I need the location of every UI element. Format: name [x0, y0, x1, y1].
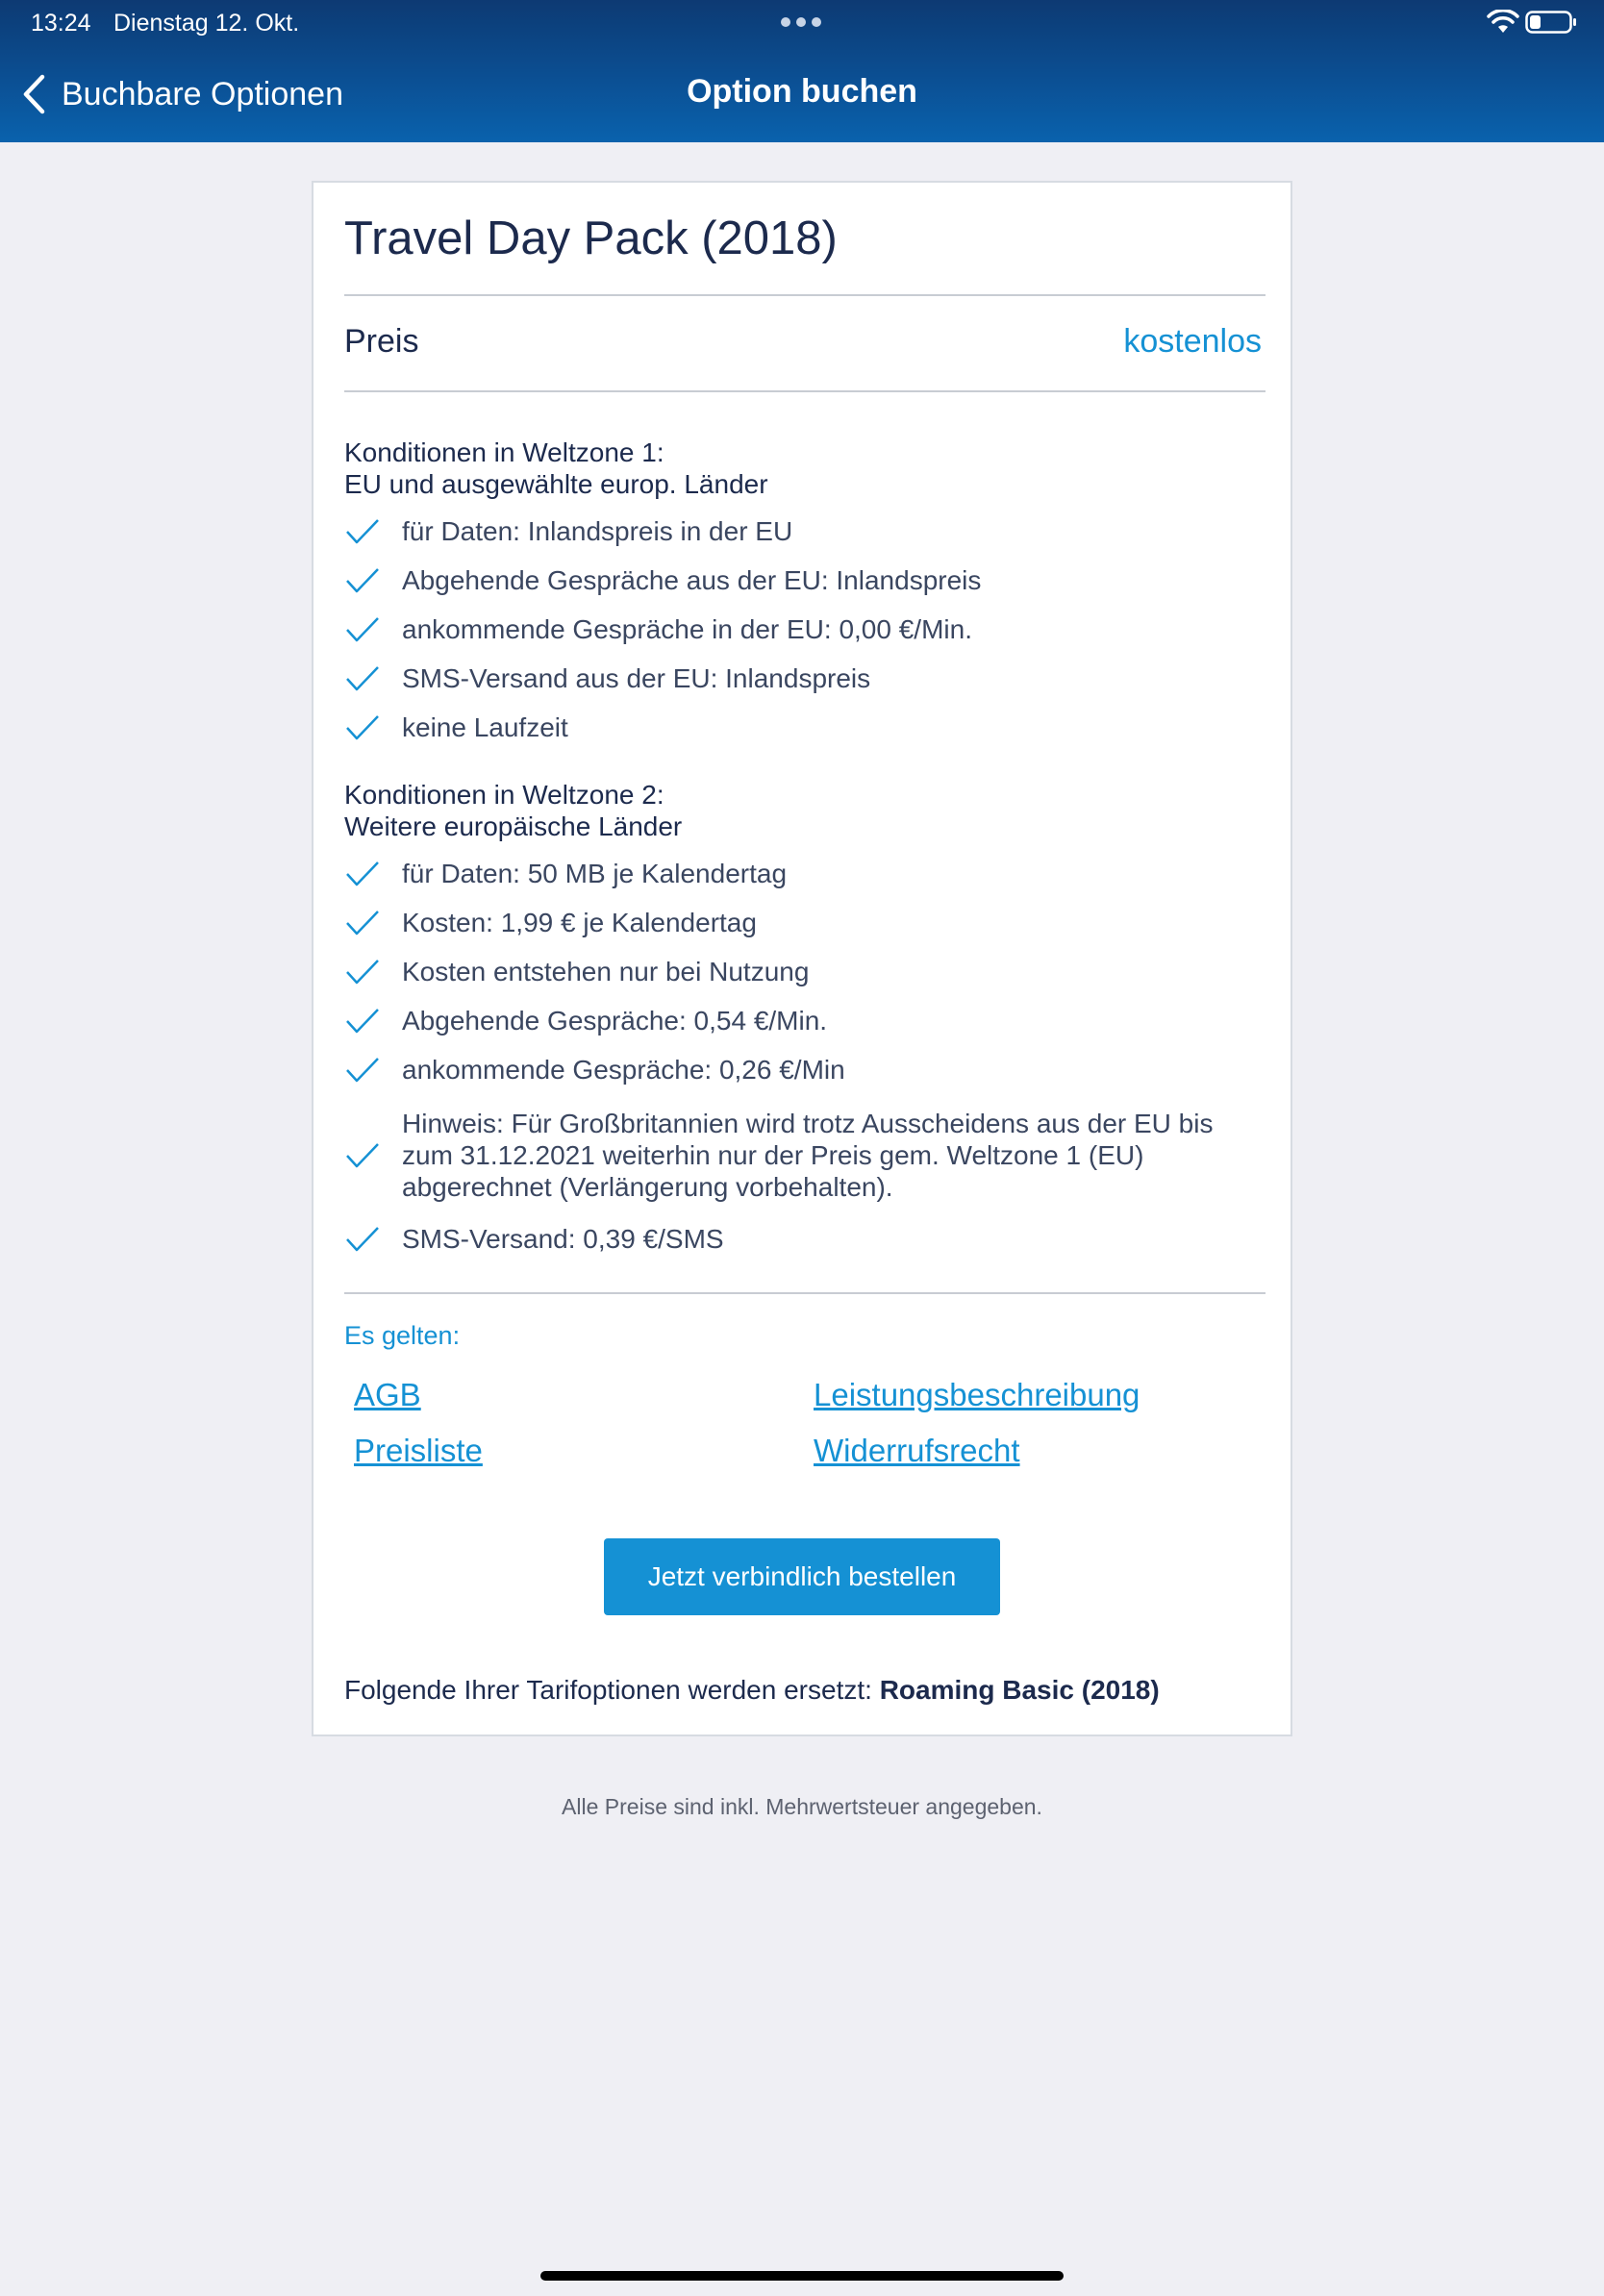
feature-text: keine Laufzeit	[402, 712, 568, 742]
divider	[344, 390, 1266, 392]
checkmark-icon	[344, 664, 381, 693]
vat-note: Alle Preise sind inkl. Mehrwertsteuer angegeben.	[562, 1794, 1042, 1819]
multitasking-dots-icon[interactable]	[781, 17, 821, 27]
price-label: Preis	[344, 323, 419, 360]
checkmark-icon	[344, 566, 381, 595]
feature-text: ankommende Gespräche: 0,26 €/Min	[402, 1055, 845, 1085]
price-value: kostenlos	[1123, 323, 1262, 360]
battery-icon	[1525, 10, 1577, 35]
home-indicator[interactable]	[540, 2271, 1064, 2281]
list-item	[344, 858, 1258, 889]
zone1-heading: Konditionen in Weltzone 1: EU und ausgewählte europ. Länder	[344, 437, 768, 499]
feature-text: ankommende Gespräche in der EU: 0,00 €/Min.	[402, 614, 972, 644]
widerrufsrecht-link[interactable]: Widerrufsrecht	[814, 1433, 1020, 1468]
checkmark-icon	[344, 517, 381, 546]
checkmark-icon	[344, 909, 381, 937]
checkmark-icon	[344, 1007, 381, 1036]
feature-text: für Daten: 50 MB je Kalendertag	[402, 859, 788, 888]
feature-text: SMS-Versand aus der EU: Inlandspreis	[402, 663, 871, 693]
list-item	[344, 1223, 1258, 1255]
feature-text: Abgehende Gespräche aus der EU: Inlandspreis	[402, 565, 982, 595]
checkmark-icon	[344, 615, 381, 644]
page-title: Option buchen	[687, 73, 917, 110]
preisliste-link[interactable]: Preisliste	[354, 1433, 483, 1468]
feature-text: Hinweis: Für Großbritannien wird trotz Ausscheidens aus der EU bis zum 31.12.2021 weiterhin nur der Preis gem. Weltzone 1 (EU) abgerechnet (Verlängerung vorbehalten).	[402, 1109, 1214, 1202]
checkmark-icon	[344, 1056, 381, 1085]
zone2-heading: Konditionen in Weltzone 2: Weitere europäische Länder	[344, 780, 683, 841]
replace-note: Folgende Ihrer Tarifoptionen werden ersetzt: Roaming Basic (2018)	[344, 1675, 1160, 1705]
app-header	[0, 0, 1604, 142]
list-item	[344, 711, 1258, 743]
terms-label: Es gelten:	[344, 1321, 461, 1350]
status-time: 13:24	[31, 10, 91, 37]
option-card	[312, 181, 1292, 1736]
replaced-option-name: Roaming Basic (2018)	[879, 1675, 1160, 1705]
divider	[344, 1292, 1266, 1294]
status-date: Dienstag 12. Okt.	[113, 10, 300, 37]
wifi-icon	[1487, 10, 1519, 35]
feature-text: Abgehende Gespräche: 0,54 €/Min.	[402, 1006, 828, 1036]
order-button[interactable]: Jetzt verbindlich bestellen	[604, 1538, 1000, 1615]
feature-text: für Daten: Inlandspreis in der EU	[402, 516, 793, 546]
option-title: Travel Day Pack (2018)	[344, 212, 838, 264]
list-item	[344, 1108, 1258, 1203]
leistungsbeschreibung-link[interactable]: Leistungsbeschreibung	[814, 1377, 1140, 1412]
list-item	[344, 1005, 1258, 1036]
agb-link[interactable]: AGB	[354, 1377, 421, 1412]
feature-text: Kosten: 1,99 € je Kalendertag	[402, 908, 757, 937]
list-item	[344, 613, 1258, 645]
checkmark-icon	[344, 1225, 381, 1254]
divider	[344, 294, 1266, 296]
feature-text: Kosten entstehen nur bei Nutzung	[402, 957, 810, 986]
list-item	[344, 907, 1258, 938]
feature-text: SMS-Versand: 0,39 €/SMS	[402, 1224, 724, 1254]
checkmark-icon	[344, 860, 381, 888]
checkmark-icon	[344, 1141, 381, 1170]
checkmark-icon	[344, 958, 381, 986]
checkmark-icon	[344, 713, 381, 742]
list-item	[344, 1054, 1258, 1086]
list-item	[344, 662, 1258, 694]
list-item	[344, 564, 1258, 596]
back-button-label: Buchbare Optionen	[62, 75, 343, 112]
list-item	[344, 515, 1258, 547]
list-item	[344, 956, 1258, 987]
